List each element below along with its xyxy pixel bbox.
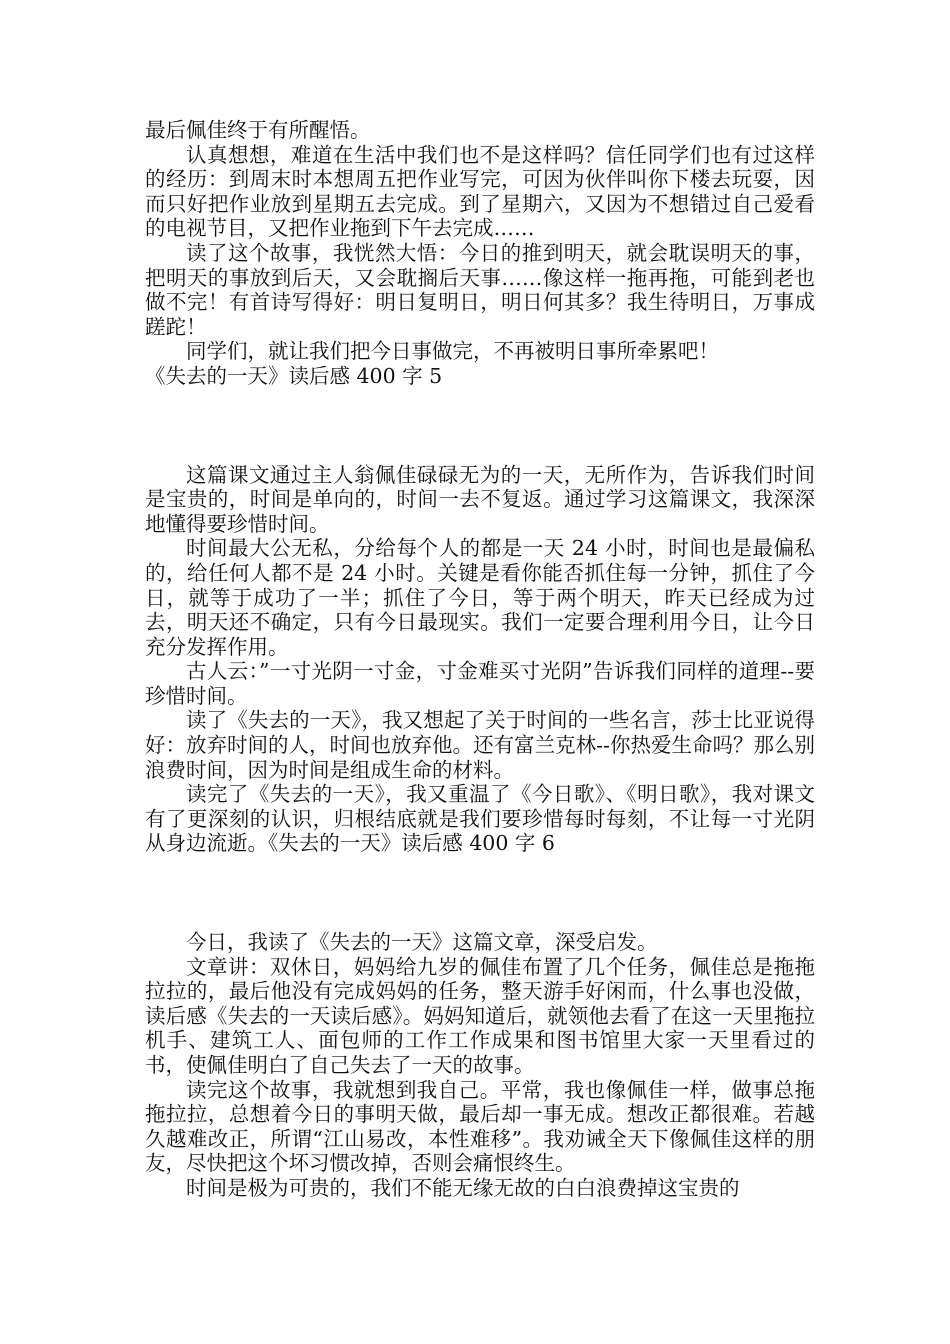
paragraph: 时间最大公无私，分给每个人的都是一天 24 小时，时间也是最偏私的，给任何人都不是 24 小时。关键是看你能否抓住每一分钟，抓住了今日，就等于成功了一半；抓住了今日，等于两个明天，昨天已经成为过去，明天还不确定，只有今日最现实。我们一定要合理利用今日，让今日充分发挥作用。 [145, 536, 815, 659]
paragraph: 读了《失去的一天》，我又想起了关于时间的一些名言，莎士比亚说得好：放弃时间的人，时间也放弃他。还有富兰克林--你热爱生命吗？那么别浪费时间，因为时间是组成生命的材料。 [145, 708, 815, 782]
section-gap [145, 856, 815, 930]
paragraph: 今日，我读了《失去的一天》这篇文章，深受启发。 [186, 930, 658, 955]
paragraph: 同学们，就让我们把今日事做完，不再被明日事所牵累吧！ [186, 339, 719, 364]
paragraph: 读完这个故事，我就想到我自己。平常，我也像佩佳一样，做事总拖拖拉拉，总想着今日的事明天做，最后却一事无成。想改正都很难。若越久越难改正，所谓“江山易改，本性难移”。我劝诫全天下像佩佳这样的朋友，尽快把这个坏习惯改掉，否则会痛恨终生。 [145, 1077, 815, 1176]
paragraph: 这篇课文通过主人翁佩佳碌碌无为的一天，无所作为，告诉我们时间是宝贵的，时间是单向的，时间一去不复返。通过学习这篇课文，我深深地懂得要珍惜时间。 [145, 462, 815, 536]
paragraph: 读完了《失去的一天》，我又重温了《今日歌》、《明日歌》，我对课文有了更深刻的认识，归根结底就是我们要珍惜每时每刻，不让每一寸光阴从身边流逝。《失去的一天》读后感 400 字 6 [145, 782, 815, 856]
section-heading: 《失去的一天》读后感 400 字 5 [145, 363, 443, 388]
paragraph: 时间是极为可贵的，我们不能无缘无故的白白浪费掉这宝贵的 [186, 1175, 740, 1200]
paragraph: 文章讲：双休日，妈妈给九岁的佩佳布置了几个任务，佩佳总是拖拖拉拉的，最后他没有完成妈妈的任务，整天游手好闲而，什么事也没做，读后感《失去的一天读后感》。妈妈知道后，就领他去看了在这一天里拖拉机手、建筑工人、面包师的工作工作成果和图书馆里大家一天里看过的书，使佩佳明白了自己失去了一天的故事。 [145, 954, 815, 1077]
document-body [145, 118, 815, 1201]
paragraph: 古人云：”一寸光阴一寸金，寸金难买寸光阴”告诉我们同样的道理--要珍惜时间。 [145, 659, 815, 708]
paragraph: 读了这个故事，我恍然大悟：今日的推到明天，就会耽误明天的事，把明天的事放到后天，又会耽搁后天事……像这样一拖再拖，可能到老也做不完！有首诗写得好：明日复明日，明日何其多？我生待明日，万事成蹉跎！ [145, 240, 815, 339]
paragraph: 最后佩佳终于有所醒悟。 [145, 118, 371, 142]
paragraph: 认真想想，难道在生活中我们也不是这样吗？信任同学们也有过这样的经历：到周末时本想周五把作业写完，可因为伙伴叫你下楼去玩耍，因而只好把作业放到星期五去完成。到了星期六，又因为不想错过自己爱看的电视节目，又把作业拖到下午去完成…… [145, 142, 815, 241]
section-gap [145, 389, 815, 463]
